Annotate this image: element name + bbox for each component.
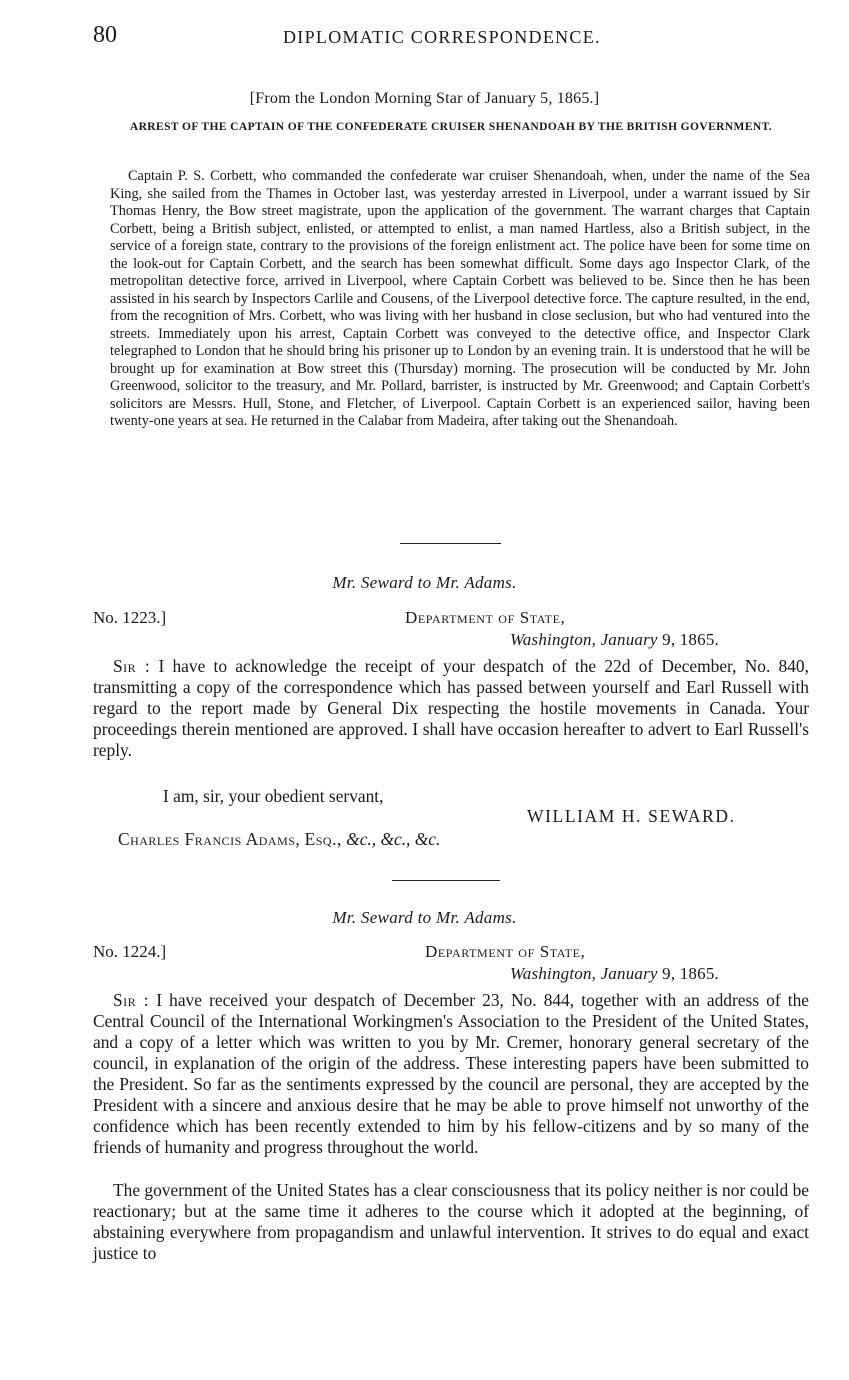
section-divider: [392, 880, 500, 881]
letter-number: No. 1223.]: [93, 608, 167, 627]
letter-addressee: [118, 829, 440, 850]
section-divider: [400, 543, 501, 544]
article-body: Captain P. S. Corbett, who commanded the confederate war cruiser Shenandoah, when, under the name of the Sea King, she sailed from the Thames in October last, was yesterday arrested in Liverpool, under a warrant issued by Sir Thomas Henry, the Bow street magistrate, upon the application of the government. The warrant charges that Captain Corbett, being a British subject, enlisted, or attempted to enlist, a man named Hartless, also a British subject, in the service of a foreign state, contrary to the provisions of the foreign enlistment act. The police have been for some time on the look-out for Captain Corbett, and the search has been somewhat difficult. Some days ago Inspector Clark, of the metropolitan detective force, arrived in Liverpool, where Captain Corbett was believed to be. Since then he has been assisted in his search by Inspectors Carlile and Cousens, of the Liverpool detective force. The capture resulted, in the end, from the recognition of Mrs. Corbett, who was living with her husband in close seclusion, but who had ventured into the streets. Immediately upon his arrest, Captain Corbett was conveyed to the detective office, and Inspector Clark telegraphed to London that he should bring his prisoner up to London by an evening train. It is understood that he will be brought up for examination at Bow street this (Thursday) morning. The prosecution will be conducted by Mr. John Greenwood, solicitor to the treasury, and Mr. Pollard, barrister, is instructed by Mr. Greenwood; and Captain Corbett's solicitors are Messrs. Hull, Stone, and Fletcher, of Liverpool. Captain Corbett is an experienced sailor, having been twenty-one years at sea. He returned in the Calabar from Madeira, after taking out the Shenandoah.: [110, 168, 810, 429]
letter-body-text: I have received your despatch of December 23, No. 844, together with an address of the Central Council of the International Workingmen's Association to the President of the United States, and a copy of a letter which was written to you by Mr. Cremer, honorary general secretary of the council, in explanation of the origin of the address. These interesting papers have been submitted to the President. So far as the sentiments expressed by the council are personal, they are accepted by the President with a sincere and anxious desire that he may be able to prove himself not unworthy of the confidence which has been recently extended to him by his fellow-citizens and by so many of the friends of humanity and progress throughout the world.: [93, 990, 809, 1157]
letter-body: [93, 656, 809, 761]
addressee-etc: &c., &c., &c.: [346, 829, 441, 849]
letter-date: 9, 1865.: [662, 630, 719, 649]
page-number: 80: [93, 22, 117, 48]
letter-place: Washington, January: [510, 964, 658, 983]
running-title: DIPLOMATIC CORRESPONDENCE.: [283, 27, 601, 47]
salutation: Sir :: [113, 990, 150, 1010]
letter-department: Department of State,: [405, 608, 566, 627]
letter-title: Mr. Seward to Mr. Adams.: [332, 908, 517, 927]
article-headline: ARREST OF THE CAPTAIN OF THE CONFEDERATE CRUISER SHENANDOAH BY THE BRITISH GOVERNMENT.: [129, 121, 773, 133]
salutation: Sir :: [113, 656, 151, 676]
letter-place-date: [510, 964, 719, 984]
letter-department: Department of State,: [425, 942, 586, 961]
letter-signature: WILLIAM H. SEWARD.: [527, 806, 736, 826]
letter-place: Washington, January: [510, 630, 658, 649]
letter-number: No. 1224.]: [93, 942, 167, 961]
letter-closing: I am, sir, your obedient servant,: [163, 786, 384, 806]
newspaper-source-line: [From the London Morning Star of January 5, 1865.]: [249, 90, 600, 107]
running-head: [93, 22, 809, 52]
letter-date: 9, 1865.: [662, 964, 719, 983]
letter-title: Mr. Seward to Mr. Adams.: [332, 573, 517, 592]
addressee-name: Charles Francis Adams,: [118, 829, 301, 849]
letter-body-text: I have to acknowledge the receipt of your despatch of the 22d of December, No. 840, transmitting a copy of the correspondence which has passed between yourself and Earl Russell with regard to the report made by General Dix respecting the hostile movements in Canada. Your proceedings therein mentioned are approved. I shall have occasion hereafter to advert to Earl Russell's reply.: [93, 656, 809, 760]
letter-body: [93, 990, 809, 1158]
letter-body-continued: The government of the United States has a clear consciousness that its policy neither is nor could be reactionary; but at the same time it adheres to the course which it adopted at the beginning, of abstaining everywhere from propagandism and unlawful intervention. It strives to do equal and exact justice to: [93, 1180, 809, 1263]
addressee-title: Esq.,: [304, 829, 342, 849]
letter-place-date: [510, 630, 719, 650]
